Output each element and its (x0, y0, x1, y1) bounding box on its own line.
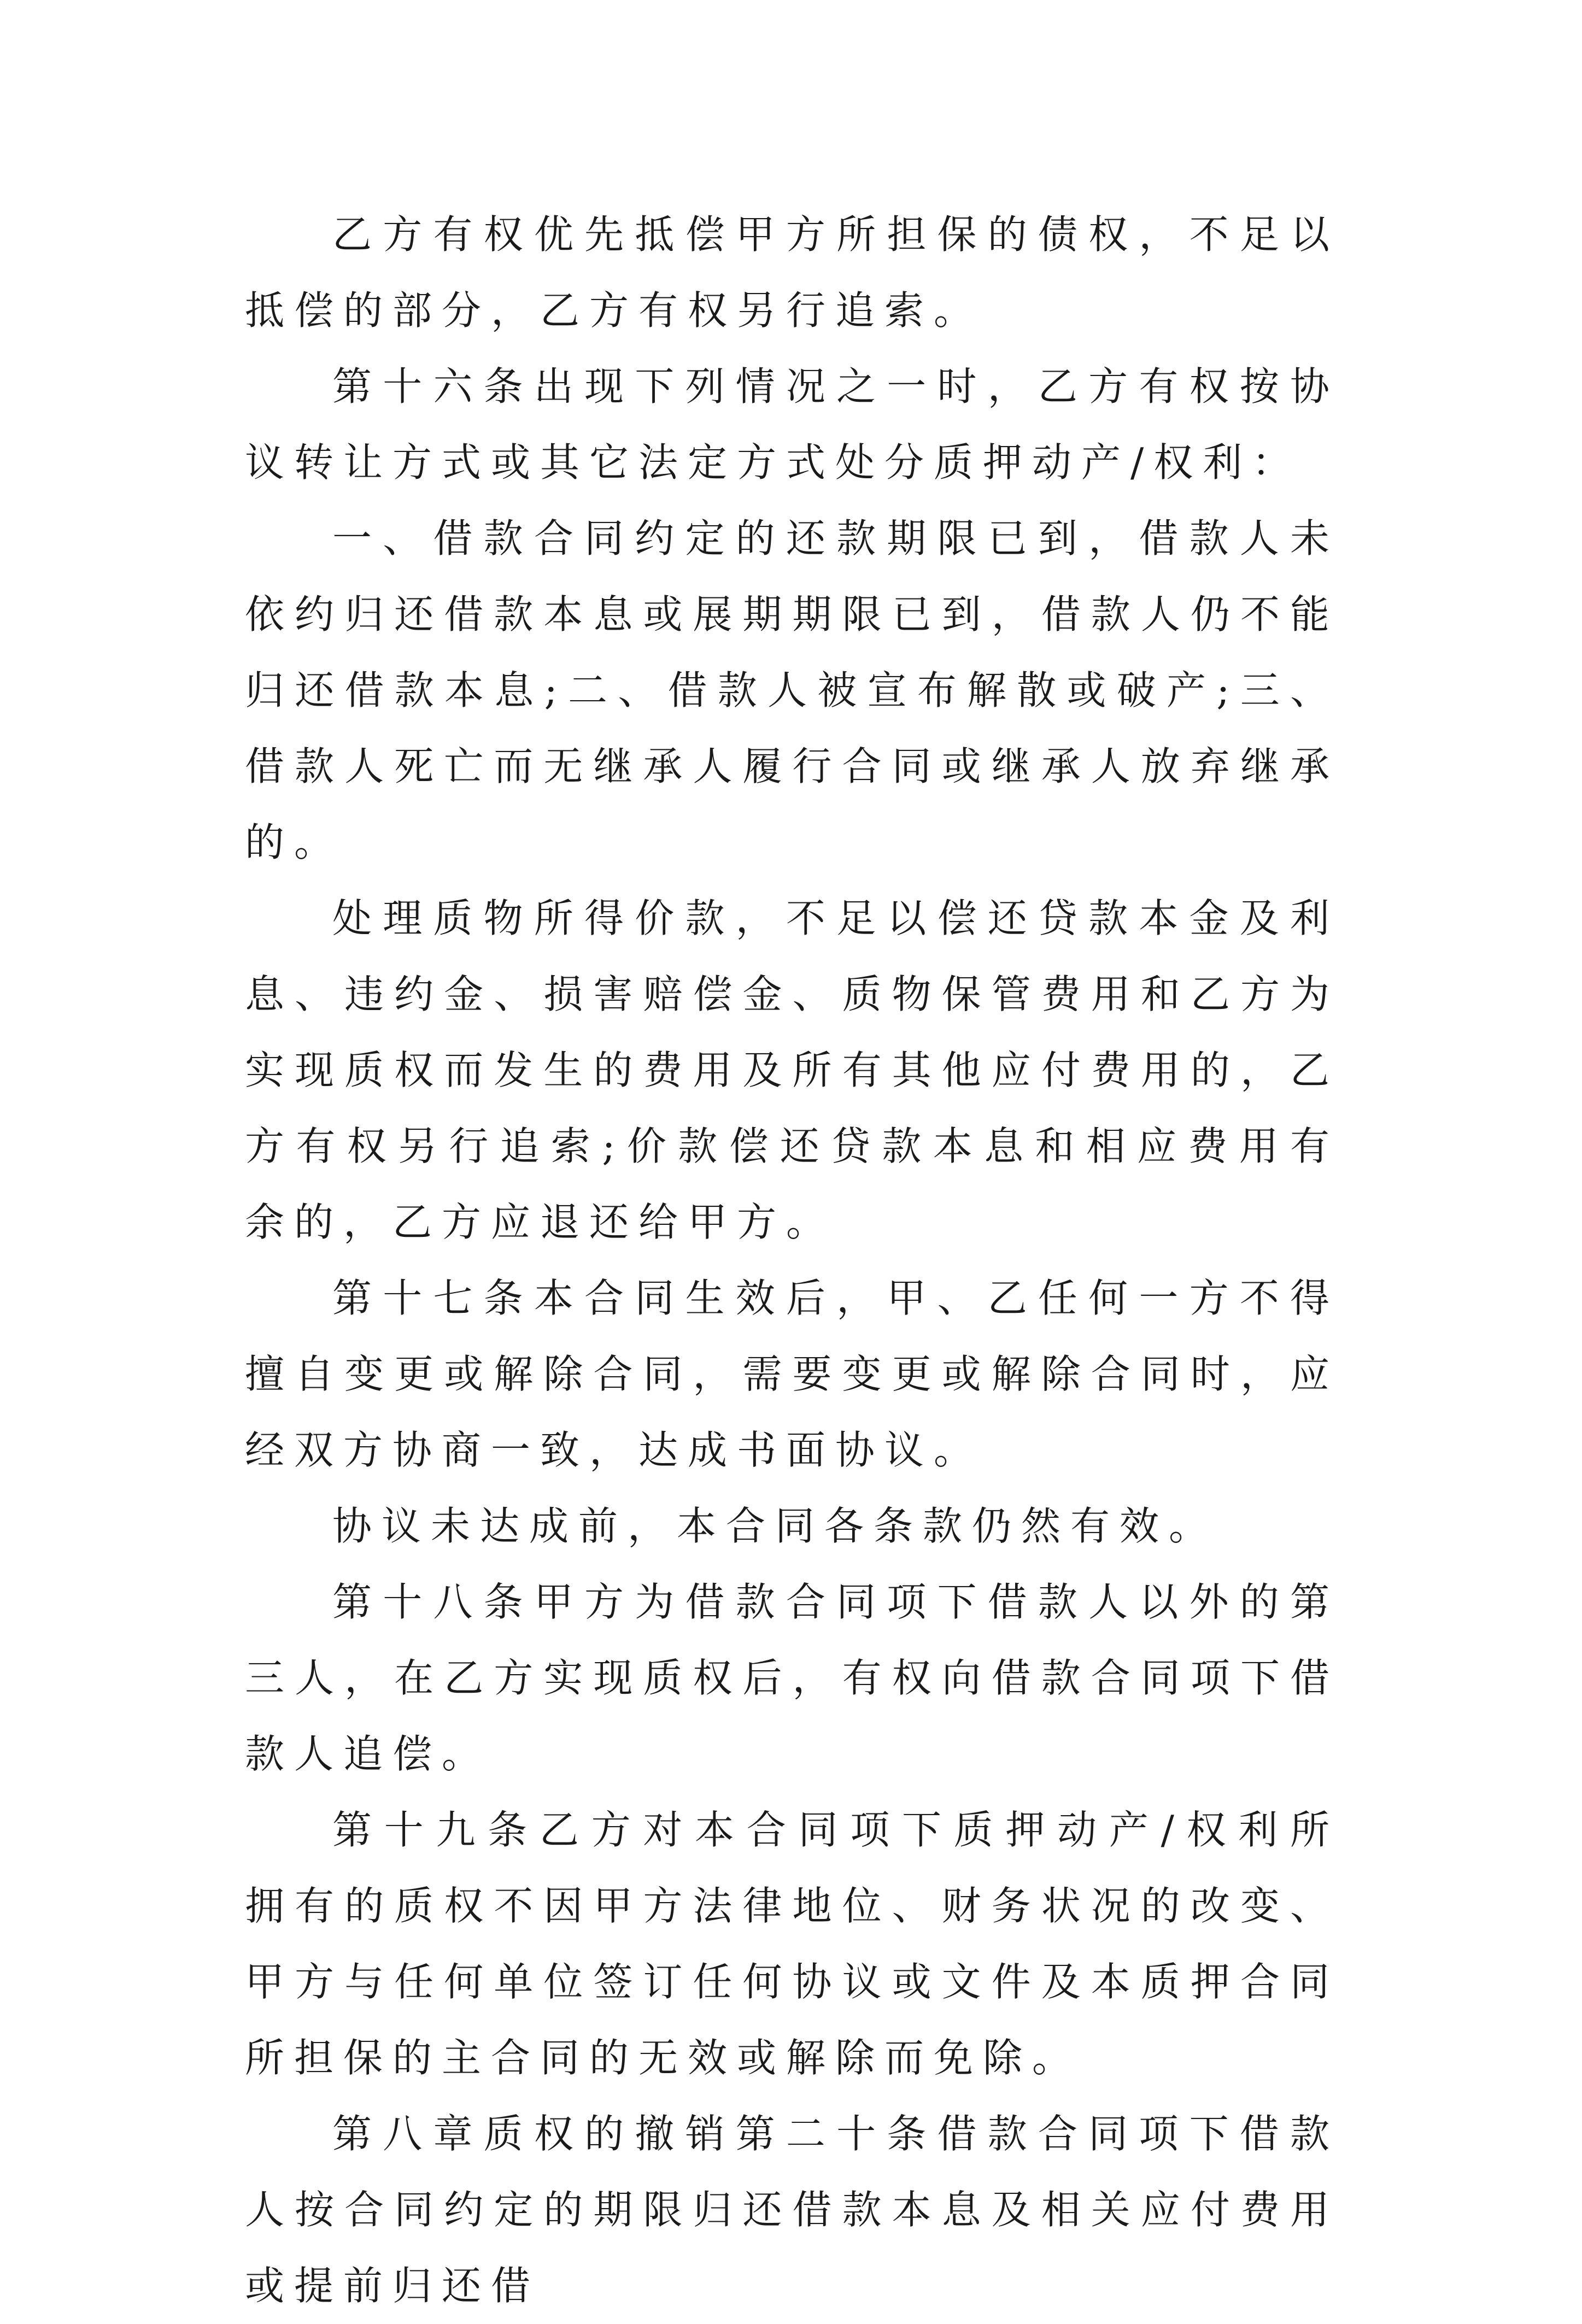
document-body (245, 197, 1339, 2324)
paragraph-9: 第八章质权的撤销第二十条借款合同项下借款人按合同约定的期限归还借款本息及相关应付费用或提前归还借 (245, 2111, 1339, 2309)
paragraph-8: 第十九条乙方对本合同项下质押动产/权利所拥有的质权不因甲方法律地位、财务状况的改变、甲方与任何单位签订任何协议或文件及本质押合同所担保的主合同的无效或解除而免除。 (245, 1807, 1339, 2081)
paragraph-5: 第十七条本合同生效后，甲、乙任何一方不得擅自变更或解除合同，需要变更或解除合同时，应经双方协商一致，达成书面协议。 (245, 1275, 1339, 1473)
paragraph-7: 第十八条甲方为借款合同项下借款人以外的第三人，在乙方实现质权后，有权向借款合同项下借款人追偿。 (245, 1579, 1339, 1777)
paragraph-4: 处理质物所得价款，不足以偿还贷款本金及利息、违约金、损害赔偿金、质物保管费用和乙方为实现质权而发生的费用及所有其他应付费用的，乙方有权另行追索;价款偿还贷款本息和相应费用有余的，乙方应退还给甲方。 (245, 895, 1339, 1245)
paragraph-2: 第十六条出现下列情况之一时，乙方有权按协议转让方式或其它法定方式处分质押动产/权利： (245, 363, 1339, 485)
paragraph-3: 一、借款合同约定的还款期限已到，借款人未依约归还借款本息或展期期限已到，借款人仍不能归还借款本息;二、借款人被宣布解散或破产;三、借款人死亡而无继承人履行合同或继承人放弃继承的。 (245, 515, 1339, 865)
paragraph-1: 乙方有权优先抵偿甲方所担保的债权，不足以抵偿的部分，乙方有权另行追索。 (245, 212, 1339, 333)
paragraph-6: 协议未达成前，本合同各条款仍然有效。 (332, 1503, 1218, 1549)
